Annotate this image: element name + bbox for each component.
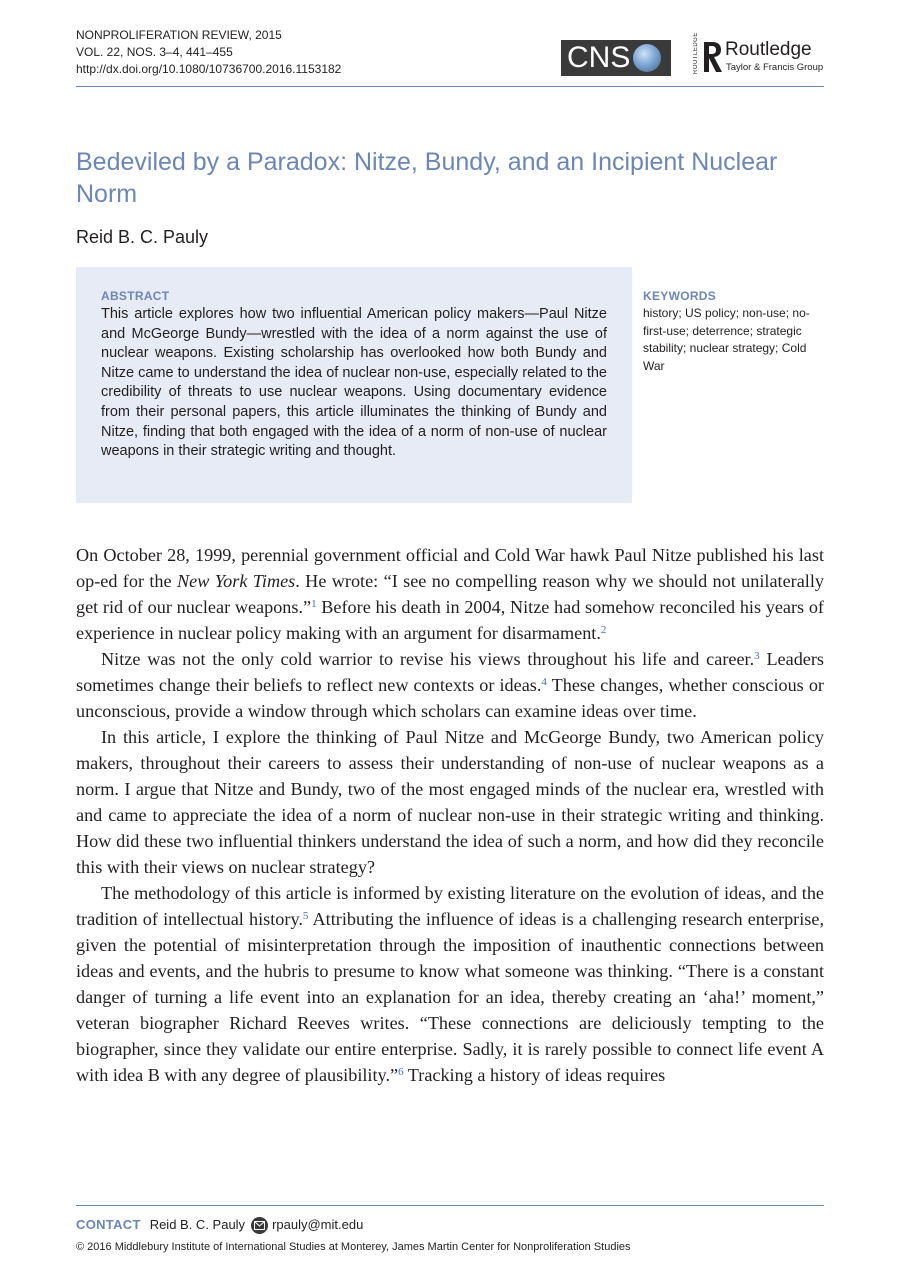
text-run: Attributing the influence of ideas is a challenging research enterprise, given the potential of misinterpretation through the imposition of inauthentic connections between ideas and events, and the hubris to presume to know what someone was thinking. “There is a constant danger of turning a life event into an explanation for an idea, thereby creating an ‘aha!’ moment,” veteran biographer Richard Reeves writes. “These connections are deliciously tempting to the biographer, since they validate our entire enterprise. Sadly, it is rarely possible to connect life event A with idea B with any degree of plausibility.” bbox=[76, 909, 824, 1085]
contact-email[interactable]: rpauly@mit.edu bbox=[272, 1217, 364, 1232]
cns-logo-text: CNS bbox=[567, 41, 631, 74]
routledge-logo bbox=[692, 32, 827, 76]
text-run: Nitze was not the only cold warrior to revise his views throughout his life and career. bbox=[101, 649, 755, 669]
cns-logo bbox=[561, 40, 671, 76]
footnote-ref[interactable]: 4 bbox=[541, 676, 547, 688]
routledge-r-icon bbox=[702, 40, 724, 74]
keywords-list: history; US policy; non-use; no-first-use; deterrence; strategic stability; nuclear strategy; Cold War bbox=[643, 306, 810, 373]
article-author: Reid B. C. Pauly bbox=[76, 227, 209, 247]
journal-name: NONPROLIFERATION REVIEW, 2015 bbox=[76, 28, 282, 42]
text-run: The methodology of this article is informed by existing literature on the evolution of ideas, and the tradition of intellectual history. bbox=[76, 883, 824, 929]
text-run: These changes, whether conscious or unconscious, provide a window through which scholars can examine ideas over time. bbox=[76, 675, 824, 721]
body-paragraph bbox=[76, 542, 824, 646]
footnote-ref[interactable]: 5 bbox=[302, 910, 309, 922]
text-run: On October 28, 1999, perennial government official and Cold War hawk Paul Nitze published his last op-ed for the bbox=[76, 545, 824, 591]
contact-label: CONTACT bbox=[76, 1217, 141, 1232]
routledge-side-text: ROUTLEDGE bbox=[693, 32, 699, 74]
doi-link[interactable]: http://dx.doi.org/10.1080/10736700.2016.1153182 bbox=[76, 62, 342, 76]
contact-name: Reid B. C. Pauly bbox=[149, 1217, 246, 1232]
footnote-ref[interactable]: 6 bbox=[398, 1066, 404, 1078]
contact-info bbox=[76, 1216, 363, 1234]
envelope-icon bbox=[251, 1217, 268, 1234]
body-paragraph bbox=[76, 646, 824, 724]
header-divider bbox=[76, 86, 824, 87]
globe-icon bbox=[633, 44, 661, 72]
copyright-notice: © 2016 Middlebury Institute of International Studies at Monterey, James Martin Center for Nonproliferation Studies bbox=[76, 1241, 631, 1253]
footnote-ref[interactable]: 1 bbox=[311, 598, 317, 610]
footnote-ref[interactable]: 2 bbox=[600, 624, 607, 636]
publisher-name: Routledge bbox=[725, 39, 812, 60]
article-title: Bedeviled by a Paradox: Nitze, Bundy, and an Incipient Nuclear Norm bbox=[76, 148, 778, 208]
keywords-heading: KEYWORDS bbox=[643, 289, 717, 303]
text-run: Leaders sometimes change their beliefs to reflect new contexts or ideas. bbox=[76, 649, 825, 695]
abstract-heading: ABSTRACT bbox=[101, 289, 170, 303]
journal-header bbox=[76, 27, 341, 78]
newspaper-title: New York Times bbox=[177, 571, 296, 591]
journal-volume: VOL. 22, NOS. 3–4, 441–455 bbox=[76, 45, 233, 59]
text-run: Tracking a history of ideas requires bbox=[403, 1065, 666, 1085]
text-run: Before his death in 2004, Nitze had somehow reconciled his years of experience in nuclear policy making with an argument for disarmament. bbox=[76, 597, 824, 643]
body-paragraph: In this article, I explore the thinking of Paul Nitze and McGeorge Bundy, two American policy makers, throughout their careers to assess their understanding of non-use of nuclear weapons as a norm. I argue that Nitze and Bundy, two of the most engaged minds of the nuclear era, wrestled with and came to appreciate the idea of a norm of nuclear non-use in their strategic writing and thinking. How did these two influential thinkers understand the idea of such a norm, and how did they reconcile this with their views on nuclear strategy? bbox=[76, 727, 824, 877]
footer-divider bbox=[76, 1205, 824, 1206]
footnote-ref[interactable]: 3 bbox=[754, 650, 760, 662]
body-paragraph bbox=[76, 880, 824, 1088]
text-run: . He wrote: “I see no compelling reason why we should not unilaterally get rid of our nuclear weapons.” bbox=[76, 571, 824, 617]
publisher-subtitle: Taylor & Francis Group bbox=[726, 62, 824, 73]
article-body bbox=[76, 542, 824, 1088]
abstract-text: This article explores how two influential American policy makers—Paul Nitze and McGeorge Bundy—wrestled with the idea of a norm against the use of nuclear weapons. Existing scholarship has overlooked how both Bundy and Nitze came to understand the idea of nuclear non-use, especially related to the credibility of threats to use nuclear weapons. Using documentary evidence from their personal papers, this article illuminates the thinking of Bundy and Nitze, finding that both engaged with the idea of a norm of non-use of nuclear weapons in their strategic writing and thought. bbox=[101, 306, 607, 460]
